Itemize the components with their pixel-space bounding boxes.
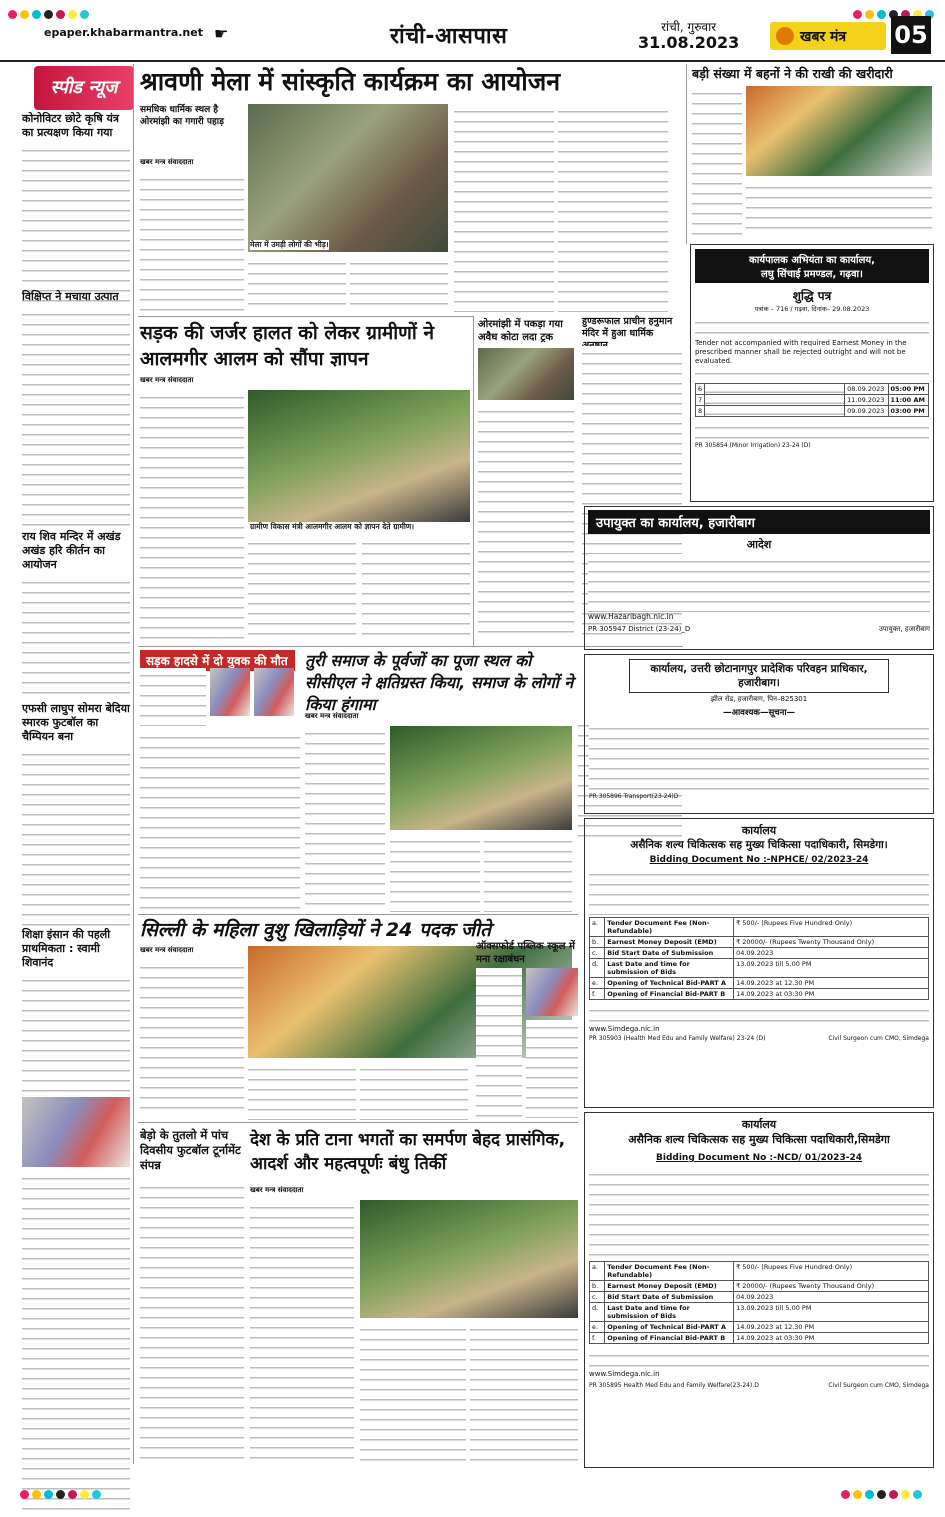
story3-photo <box>478 348 574 400</box>
ad5-sign: Civil Surgeon cum CMO, Simdega <box>828 1382 929 1389</box>
bid-notice-ncd <box>584 1112 934 1468</box>
brief-title: कोनोविटर छोटे कृषि यंत्र का प्रत्यक्षण किया गया <box>22 112 119 139</box>
column-divider <box>133 64 134 1464</box>
ad4-office2: असैनिक शल्य चिकित्सक सह मुख्य चिकित्सा पदाधिकारी, सिमडेगा। <box>630 839 888 851</box>
table-row <box>696 406 929 417</box>
ad1-table <box>695 383 929 417</box>
color-swatch-group <box>841 1484 925 1503</box>
color-swatch <box>56 10 65 19</box>
ad1-pr: PR 305854 (Minor Irrigation) 23-24 (D) <box>695 442 811 449</box>
tender-notice-garhwa <box>690 244 934 502</box>
cell-value: 04.09.2023 <box>734 948 929 959</box>
rule <box>138 914 578 915</box>
ad4-table <box>589 917 929 1000</box>
table-row <box>590 937 929 948</box>
story5-col-1 <box>305 726 385 912</box>
story8-body <box>140 1180 244 1460</box>
color-swatch <box>853 1490 862 1499</box>
cell-detail: Earnest Money Deposit (EMD) <box>605 937 734 948</box>
ad1-ref: पत्रांक – 716 / गढ़वा, दिनांक– 29.08.2023 <box>754 305 870 313</box>
ad4-note <box>589 1003 929 1025</box>
table-row <box>590 918 929 937</box>
color-swatch <box>20 10 29 19</box>
brand-mark-icon <box>776 27 794 45</box>
main-col-5 <box>558 104 668 312</box>
table-row <box>590 1292 929 1303</box>
cell-sl: c. <box>590 948 605 959</box>
color-swatch <box>865 10 874 19</box>
story9-col-3 <box>470 1322 578 1462</box>
cell-no: 6 <box>696 384 705 395</box>
cell-sl: a. <box>590 918 605 937</box>
color-swatch <box>853 10 862 19</box>
ad5-office2: असैनिक शल्य चिकित्सक सह मुख्य चिकित्सा पदाधिकारी,सिमडेगा <box>628 1133 890 1146</box>
story2-headline: सड़क की जर्जर हालत को लेकर ग्रामीणों ने आलमगीर आलम को सौंपा ज्ञापन <box>140 322 434 370</box>
ad1-body: Tender not accompanied with required Earnest Money in the prescribed manner shall be rejected outright and will not be evaluated. <box>695 339 907 365</box>
cell-value: 04.09.2023 <box>734 1292 929 1303</box>
cell-detail: Tender Document Fee (Non-Refundable) <box>605 1262 734 1281</box>
cell-no: 8 <box>696 406 705 417</box>
cell-sl: f. <box>590 989 605 1000</box>
cell-no: 7 <box>696 395 705 406</box>
ad4-bid-no: Bidding Document No :-NPHCE/ 02/2023-24 <box>649 855 869 865</box>
ad4-website[interactable]: www.Simdega.nic.in <box>589 1025 660 1033</box>
cell-detail: Last Date and time for submission of Bids <box>605 959 734 978</box>
cell-date: 09.09.2023 <box>845 406 888 417</box>
ad2-pr: PR 305947 District (23-24)_D <box>588 625 691 633</box>
ad1-body-2 <box>695 366 929 380</box>
brief-body <box>22 575 130 695</box>
registration-marks-bottom <box>0 1478 945 1508</box>
brief-body <box>22 143 130 303</box>
story6-col-2 <box>248 1062 356 1120</box>
cell-detail: Tender Document Fee (Non-Refundable) <box>605 918 734 937</box>
color-swatch <box>877 10 886 19</box>
cell-value: ₹ 20000/- (Rupees Twenty Thousand Only) <box>734 1281 929 1292</box>
ad5-body <box>589 1167 929 1259</box>
story5-col-3 <box>484 834 572 912</box>
cell-desc <box>705 395 845 406</box>
story5-side-body-2 <box>140 730 300 910</box>
page-number: 05 <box>891 16 931 54</box>
cell-sl: d. <box>590 1303 605 1322</box>
story7-body-2 <box>526 1020 578 1118</box>
color-swatch <box>865 1490 874 1499</box>
color-swatch <box>901 1490 910 1499</box>
main-col-2 <box>248 256 346 312</box>
table-row <box>590 1322 929 1333</box>
ad1-office-line2: लघु सिंचाई प्रमण्डल, गढ़वा। <box>761 269 863 280</box>
color-swatch <box>68 10 77 19</box>
table-row <box>590 1281 929 1292</box>
table-row <box>590 1262 929 1281</box>
color-swatch <box>80 10 89 19</box>
brief-title: एफसी लाघुप सोमरा बेदिया स्मारक फुटबॉल का चैम्पियन बना <box>22 702 130 743</box>
cell-value: 14.09.2023 at 03:30 PM <box>734 989 929 1000</box>
pointer-icon: ☛ <box>214 24 229 43</box>
ad2-website[interactable]: www.Hazaribagh.nic.in <box>588 612 674 621</box>
cell-value: 14.09.2023 at 12.30 PM <box>734 978 929 989</box>
ad4-body <box>589 867 929 915</box>
story6-col-3 <box>360 1062 468 1120</box>
cell-sl: a. <box>590 1262 605 1281</box>
cell-detail: Opening of Technical Bid-PART A <box>605 978 734 989</box>
ad1-body-intro <box>695 315 929 339</box>
story2-col-1 <box>140 390 244 640</box>
ad5-bid-no: Bidding Document No :-NCD/ 01/2023-24 <box>656 1153 862 1163</box>
right-story-headline: बड़ी संख्या में बहनों ने की राखी की खरीदारी <box>692 66 893 81</box>
cell-detail: Earnest Money Deposit (EMD) <box>605 1281 734 1292</box>
masthead <box>0 0 945 62</box>
rule <box>138 1122 578 1123</box>
cell-desc <box>705 384 845 395</box>
cell-sl: b. <box>590 1281 605 1292</box>
story2-col-3 <box>362 536 470 640</box>
cell-sl: f. <box>590 1333 605 1344</box>
registration-marks-top <box>0 4 945 14</box>
story2-photo-caption: ग्रामीण विकास मंत्री आलमगीर आलम को ज्ञापन देते ग्रामीण। <box>250 522 472 532</box>
cell-time: 11:00 AM <box>888 395 929 406</box>
color-swatch <box>56 1490 65 1499</box>
cell-time: 03:00 PM <box>888 406 929 417</box>
main-byline: खबर मन्त्र संवाददाता <box>140 158 194 166</box>
color-swatch <box>68 1490 77 1499</box>
brief-photo <box>22 1097 130 1167</box>
story6-headline: सिल्ली के महिला वुशु खिलाड़ियों ने 24 पदक जीते <box>140 919 491 941</box>
epaper-url[interactable]: epaper.khabarmantra.net <box>44 26 203 39</box>
main-headline: श्रावणी मेला में सांस्कृति कार्यक्रम का आयोजन <box>140 67 561 96</box>
column-divider <box>686 64 687 244</box>
rule <box>138 316 473 317</box>
ad4-pr: PR 305903 (Health Med Edu and Family Welfare) 23-24 (D) <box>589 1035 766 1042</box>
cell-sl: b. <box>590 937 605 948</box>
color-swatch <box>8 10 17 19</box>
story9-col-2 <box>360 1322 466 1462</box>
story6-col-1 <box>140 960 244 1110</box>
story5-side-body <box>140 668 206 726</box>
story9-photo <box>360 1200 578 1318</box>
cell-detail: Bid Start Date of Submission <box>605 1292 734 1303</box>
color-swatch-group <box>853 4 937 14</box>
left-brief-5 <box>22 928 130 1511</box>
transport-notice <box>584 654 934 814</box>
left-brief-4 <box>22 702 130 927</box>
color-swatch <box>92 1490 101 1499</box>
brief-body-continued <box>22 1171 130 1511</box>
color-swatch <box>32 10 41 19</box>
ad2-office: उपायुक्त का कार्यालय, हजारीबाग <box>588 510 930 534</box>
cell-value: 14.09.2023 at 03:30 PM <box>734 1333 929 1344</box>
ad5-table <box>589 1261 929 1344</box>
ad5-office: कार्यालय <box>741 1118 777 1131</box>
table-row <box>590 978 929 989</box>
table-row <box>590 959 929 978</box>
cell-detail: Opening of Technical Bid-PART A <box>605 1322 734 1333</box>
color-swatch <box>44 10 53 19</box>
table-row <box>696 395 929 406</box>
story5-photo <box>390 726 572 830</box>
brief-body <box>22 973 130 1093</box>
table-row <box>590 989 929 1000</box>
story5-col-2 <box>390 834 480 912</box>
left-brief-1 <box>22 112 130 303</box>
color-swatch <box>889 1490 898 1499</box>
ad3-title: —आवश्यक—सूचना— <box>722 708 796 718</box>
cell-detail: Bid Start Date of Submission <box>605 948 734 959</box>
color-swatch-group <box>8 4 92 14</box>
left-brief-3 <box>22 530 130 695</box>
story7-photo <box>526 968 578 1016</box>
cell-date: 08.09.2023 <box>845 384 888 395</box>
story5-tag: सड़क हादसे में दो युवक की मौत <box>140 650 295 671</box>
right-story-col-1 <box>692 86 742 236</box>
speed-news-logo: स्पीड न्यूज <box>34 66 134 110</box>
cell-value: ₹ 500/- (Rupees Five Hundred Only) <box>734 1262 929 1281</box>
cell-value: ₹ 500/- (Rupees Five Hundred Only) <box>734 918 929 937</box>
story3-body <box>478 404 574 640</box>
story8-headline: बेड़ो के तुतलो में पांच दिवसीय फुटबॉल टूर्नामेंट संपन्न <box>140 1128 241 1172</box>
story5-byline: खबर मन्त्र संवाददाता <box>305 712 359 720</box>
ad1-signature <box>695 420 929 442</box>
color-swatch-group <box>20 1484 104 1503</box>
story3-headline: ओरमांझी में पकड़ा गया अवैध कोटा लदा ट्रक <box>478 319 563 343</box>
cell-sl: d. <box>590 959 605 978</box>
story2-photo <box>248 390 470 522</box>
main-photo-caption: मेला में उमड़ी लोगों की भीड़। <box>250 240 329 249</box>
main-photo <box>248 104 448 252</box>
cell-sl: e. <box>590 1322 605 1333</box>
brief-body <box>22 307 130 527</box>
cell-desc <box>705 406 845 417</box>
left-brief-2 <box>22 290 130 527</box>
main-col-4 <box>454 104 554 312</box>
cell-value: 13.09.2023 till 5.00 PM <box>734 1303 929 1322</box>
brand-logo <box>770 22 886 50</box>
city-day: रांची, गुरुवार <box>661 20 717 34</box>
table-row <box>590 948 929 959</box>
ad5-note <box>589 1348 929 1370</box>
story5-headline: तुरी समाज के पूर्वजों का पूजा स्थल को सीसीएल ने क्षतिग्रस्त किया, समाज के लोगों ने किया हंगामा <box>305 651 574 714</box>
ad4-sign: Civil Surgeon cum CMO, Simdega <box>828 1035 929 1042</box>
ad3-body <box>589 721 929 793</box>
color-swatch <box>32 1490 41 1499</box>
cell-value: 13.09.2023 till 5.00 PM <box>734 959 929 978</box>
story9-headline: देश के प्रति टाना भगतों का समर्पण बेहद प्रासंगिक, आदर्श और महत्वपूर्णः बंधु तिर्की <box>250 1130 566 1174</box>
story2-col-2 <box>248 536 356 640</box>
story9-col-1 <box>250 1200 354 1462</box>
story6-byline: खबर मन्त्र संवाददाता <box>140 946 194 954</box>
order-hazaribagh <box>584 506 934 650</box>
cell-time: 05:00 PM <box>888 384 929 395</box>
ad4-office: कार्यालय <box>741 824 777 837</box>
right-story-col-2 <box>746 180 932 236</box>
ad5-pr: PR 305895 Health Med Edu and Family Welfare(23-24).D <box>589 1382 759 1389</box>
cell-value: 14.09.2023 at 12.30 PM <box>734 1322 929 1333</box>
main-col-3 <box>350 256 448 312</box>
cell-detail: Opening of Financial Bid-PART B <box>605 1333 734 1344</box>
right-story-photo <box>746 86 932 176</box>
cell-value: ₹ 20000/- (Rupees Twenty Thousand Only) <box>734 937 929 948</box>
brief-title: राय शिव मन्दिर में अखंड अखंड हरि कीर्तन का आयोजन <box>22 530 121 571</box>
story4-headline: हुण्डरूफाल प्राचीन हनुमान मंदिर में हुआ धार्मिक <box>582 316 673 339</box>
ad2-title: आदेश <box>746 538 772 551</box>
ad3-address: झील रोड, हजारीबाग, पिन–825301 <box>710 695 808 703</box>
table-row <box>590 1333 929 1344</box>
ad2-sign: उपायुक्त, हजारीबाग <box>878 625 930 633</box>
edition-date <box>638 20 739 52</box>
victim-photo-1 <box>210 668 250 716</box>
ad3-office: कार्यालय, उत्तरी छोटानागपुर प्रादेशिक परिवहन प्राधिकार, हजारीबाग। <box>629 659 889 693</box>
color-swatch <box>913 1490 922 1499</box>
color-swatch <box>44 1490 53 1499</box>
table-row <box>696 384 929 395</box>
story9-byline: खबर मन्त्र संवाददाता <box>250 1186 304 1194</box>
cell-date: 11.09.2023 <box>845 395 888 406</box>
story7-body <box>476 968 522 1118</box>
ad1-office-line1: कार्यपालक अभियंता का कार्यालय, <box>749 255 875 266</box>
ad1-title: शुद्धि पत्र <box>792 289 832 303</box>
ad3-pr: PR 305896 Transport(23-24)D <box>589 793 679 800</box>
color-swatch <box>20 1490 29 1499</box>
bid-notice-nphce <box>584 818 934 1108</box>
victim-photo-2 <box>254 668 294 716</box>
color-swatch <box>841 1490 850 1499</box>
story7-headline: ऑक्सफोर्ड पब्लिक स्कूल में मना रक्षाबंधन <box>476 941 576 965</box>
cell-sl: e. <box>590 978 605 989</box>
date: 31.08.2023 <box>638 33 740 52</box>
ad2-body <box>588 554 930 612</box>
table-row <box>590 1303 929 1322</box>
brief-title: शिक्षा इंसान की पहली प्राथमिकता : स्वामी शिवानंद <box>22 928 111 969</box>
brief-title: विक्षिप्त ने मचाया उत्पात <box>22 290 119 303</box>
cell-detail: Last Date and time for submission of Bids <box>605 1303 734 1322</box>
main-col-1 <box>140 172 244 312</box>
main-lead: समधिक धार्मिक स्थल है ओरमांझी का गगारी पहाड़ <box>140 105 224 127</box>
color-swatch <box>80 1490 89 1499</box>
column-divider <box>473 316 474 646</box>
cell-detail: Opening of Financial Bid-PART B <box>605 989 734 1000</box>
brief-body <box>22 747 130 927</box>
story2-byline: खबर मन्त्र संवाददाता <box>140 376 194 384</box>
cell-sl: c. <box>590 1292 605 1303</box>
section-title: रांची-आसपास <box>390 24 508 49</box>
brand-name: खबर मंत्र <box>800 28 847 45</box>
ad1-office <box>695 249 929 283</box>
color-swatch <box>877 1490 886 1499</box>
ad5-website[interactable]: www.Simdega.nic.in <box>589 1370 660 1378</box>
